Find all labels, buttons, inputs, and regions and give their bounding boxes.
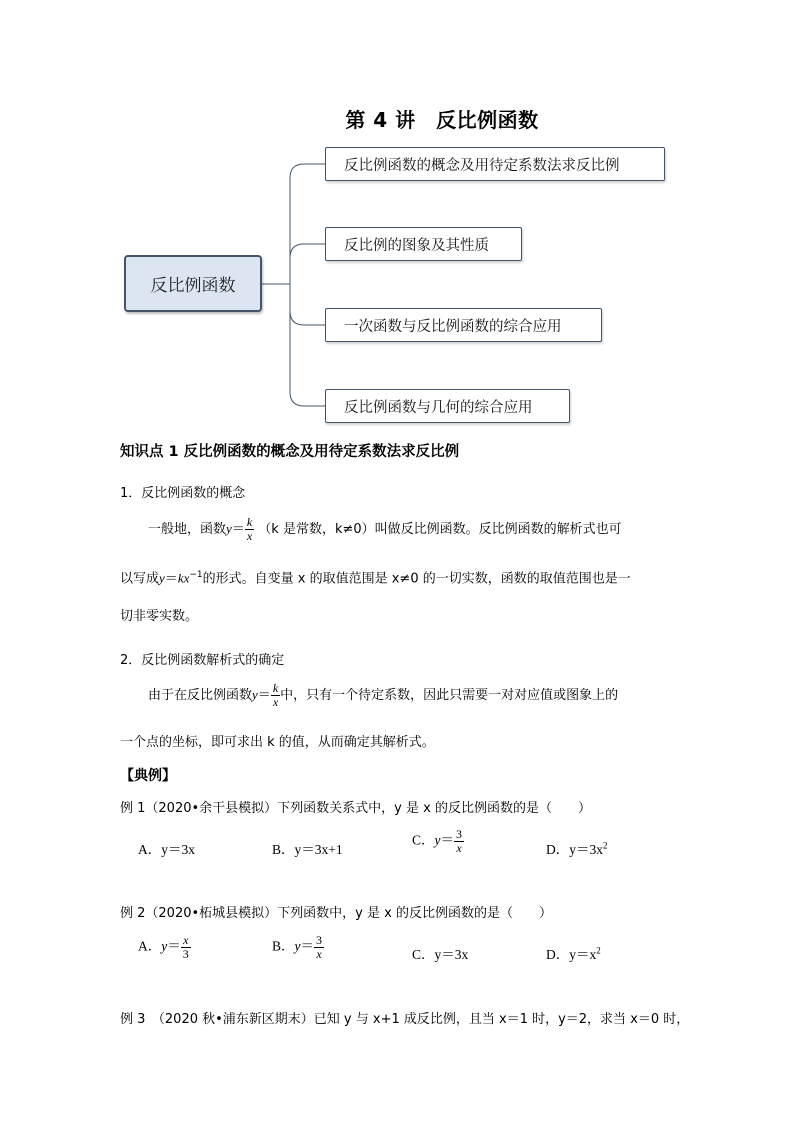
section1-line3: 切非零实数。 <box>120 609 199 624</box>
section1-heading: 1．反比例函数的概念 <box>120 486 246 501</box>
example1-stem: 例 1（2020•余干县模拟）下列函数关系式中，y 是 x 的反比例函数的是（ ） <box>120 801 591 816</box>
example1-option-d: D．$y=3x^2$ <box>546 840 608 857</box>
mindmap-branch-graph: 反比例的图象及其性质 <box>325 227 522 261</box>
examples-heading: 【典例】 <box>120 768 176 784</box>
example1-option-b: B．y＝3x+1 <box>272 842 343 857</box>
fraction-3-over-x: $\frac{3}{x}$ <box>456 827 463 855</box>
text-span: 的形式。自变量 x 的取值范围是 x≠0 的一切实数，函数的取值范围也是一 <box>202 571 631 587</box>
text-span: 由于在反比例函数 <box>148 688 253 703</box>
example1-option-a: A．y＝3x <box>138 842 195 857</box>
section1-line1: 一般地，函数y＝ $\frac{k}{x}$ （k 是常数，k≠0）叫做反比例函数。反比例函数的解析式也可 <box>148 515 622 543</box>
knowledge-point-title: 知识点 1 反比例函数的概念及用待定系数法求反比例 <box>120 444 460 460</box>
formula-kx-inverse: y <box>159 570 165 586</box>
example2-option-a: A．y＝ $\frac{x}{3}$ <box>138 933 189 961</box>
option-label: C． <box>412 832 435 848</box>
option-label: B． <box>272 938 295 954</box>
text-span: 中，只有一个待定系数，因此只需要一对对应值或图象上的 <box>280 688 619 703</box>
fraction-k-over-x: $\frac{k}{x}$ <box>246 515 253 543</box>
formula-y: y <box>226 521 232 536</box>
option-label: A． <box>138 938 162 954</box>
mindmap-branch-concept: 反比例函数的概念及用待定系数法求反比例 <box>325 147 665 181</box>
mindmap-branch-linear: 一次函数与反比例函数的综合应用 <box>325 308 602 342</box>
text-span: 一般地，函数 <box>148 522 227 537</box>
mindmap-root: 反比例函数 <box>124 255 262 312</box>
option-text: D．y＝x <box>546 947 597 962</box>
section2-line2: 一个点的坐标，即可求出 k 的值，从而确定其解析式。 <box>120 735 435 750</box>
section1-line2: 以写成$y=kx^{-1}$的形式。自变量 x 的取值范围是 x≠0 的一切实数，函数的取值范围也是一 <box>120 570 631 587</box>
fraction-k-over-x: $\frac{k}{x}$ <box>272 681 279 709</box>
fraction-x-over-3: $\frac{x}{3}$ <box>182 933 189 961</box>
fraction-3-over-x: $\frac{3}{x}$ <box>316 933 323 961</box>
page-title: 第 4 讲 反比例函数 <box>345 108 539 132</box>
example1-option-c: C．y＝ $\frac{3}{x}$ <box>412 827 463 855</box>
section2-line1: 由于在反比例函数y＝ $\frac{k}{x}$ 中，只有一个待定系数，因此只需要一对对应值或图象上的 <box>148 681 619 709</box>
example2-option-d: D．$y=x^2$ <box>546 945 601 962</box>
section2-heading: 2．反比例函数解析式的确定 <box>120 653 285 668</box>
mindmap-branch-geometry: 反比例函数与几何的综合应用 <box>325 389 570 423</box>
example3-stem: 例 3 （2020 秋•浦东新区期末）已知 y 与 x+1 成反比例，且当 x＝1 时，y＝2，求当 x＝0 时， <box>120 1012 690 1027</box>
example2-stem: 例 2（2020•柘城县模拟）下列函数中，y 是 x 的反比例函数的是（ ） <box>120 906 552 921</box>
example2-option-c: C．y＝3x <box>412 947 469 962</box>
text-span: 以写成 <box>120 571 160 587</box>
mindmap-connectors <box>0 0 794 440</box>
text-span: （k 是常数，k≠0）叫做反比例函数。反比例函数的解析式也可 <box>258 522 622 537</box>
option-text: D．y＝3x <box>546 842 603 857</box>
example2-option-b: B．y＝ $\frac{3}{x}$ <box>272 933 323 961</box>
